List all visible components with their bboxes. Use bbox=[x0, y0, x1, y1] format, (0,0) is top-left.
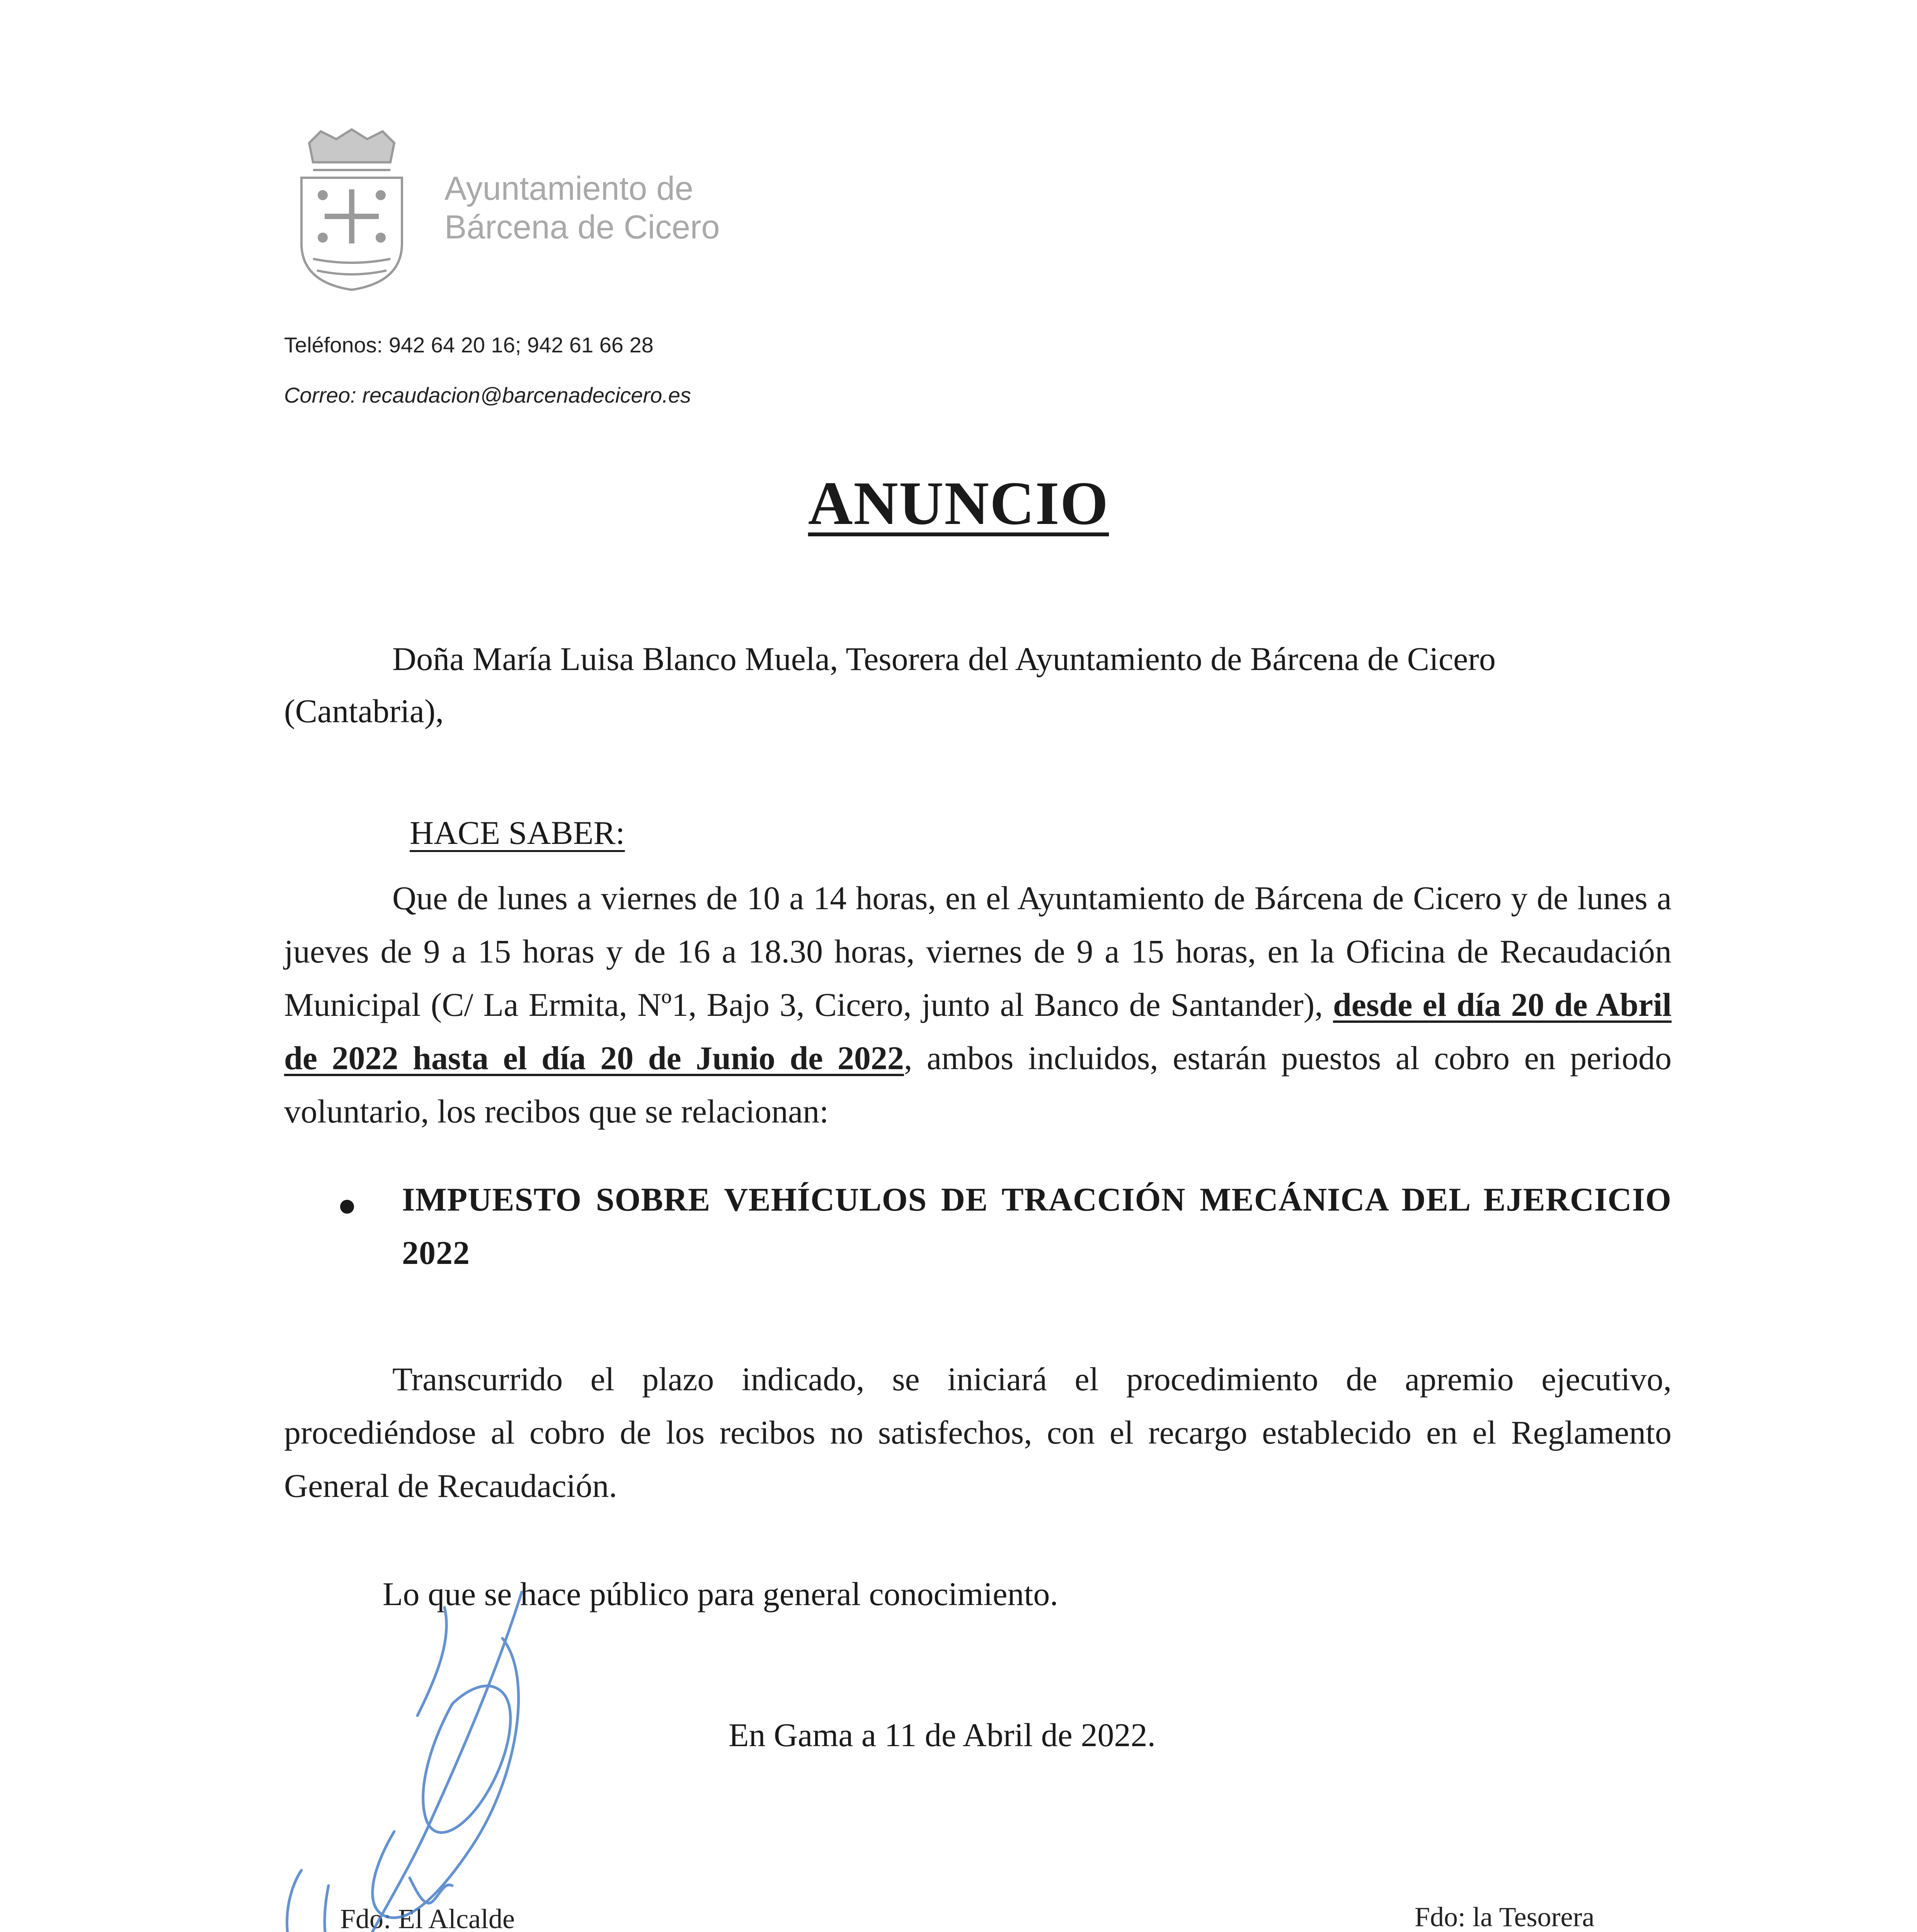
hace-saber-heading: HACE SABER: bbox=[410, 814, 625, 851]
place-date: En Gama a 11 de Abril de 2022. bbox=[729, 1716, 1156, 1753]
document-title bbox=[0, 468, 1917, 539]
right-signatory-role: Fdo: la Tesorera bbox=[1415, 1901, 1595, 1932]
tax-item: IMPUESTO SOBRE VEHÍCULOS DE TRACCIÓN MECÁNICA DEL EJERCICIO 2022 bbox=[402, 1181, 1672, 1271]
contact-phones: Teléfonos: 942 64 20 16; 942 61 66 28 bbox=[284, 333, 654, 357]
mayor-signature-icon bbox=[271, 1577, 618, 1932]
publico-line: Lo que se hace público para general conocimiento. bbox=[383, 1575, 1058, 1612]
collection-period-highlight: desde el día 20 de Abril de 2022 hasta el día 20 de Junio de 2022 bbox=[284, 986, 1672, 1077]
intro-line-2: (Cantabria), bbox=[284, 692, 444, 730]
contact-email: Correo: recaudacion@barcenadecicero.es bbox=[284, 383, 691, 407]
bullet-icon bbox=[340, 1200, 354, 1214]
transcurrido-paragraph: Transcurrido el plazo indicado, se iniciará el procedimiento de apremio ejecutivo, procediéndose al cobro de los recibos no satisfechos, con el recargo establecido en el Reglamento General de Recaudación. bbox=[284, 1361, 1672, 1504]
main-paragraph-text: Que de lunes a viernes de 10 a 14 horas, en el Ayuntamiento de Bárcena de Cicero y de lunes a jueves de 9 a 15 horas y de 16 a 18.30 horas, viernes de 9 a 15 horas, en la Oficina de Recaudación Municipal (C/ La Ermita, Nº1, Bajo 3, Cicero, junto al Banco de Santander), bbox=[284, 879, 1672, 1023]
municipal-coat-of-arms-icon bbox=[286, 128, 417, 294]
org-name-line1: Ayuntamiento de bbox=[444, 170, 693, 207]
main-paragraph-text-end: , ambos incluidos, estarán puestos al cobro en periodo voluntario, los recibos que se relacionan: bbox=[284, 1039, 1672, 1130]
org-name-line2: Bárcena de Cicero bbox=[444, 209, 720, 246]
main-paragraph bbox=[284, 871, 1672, 1138]
left-signatory-role: Fdo: El Alcalde bbox=[340, 1903, 515, 1932]
document-title-text: ANUNCIO bbox=[808, 469, 1109, 537]
intro-line-1: Doña María Luisa Blanco Muela, Tesorera del Ayuntamiento de Bárcena de Cicero bbox=[392, 640, 1496, 677]
